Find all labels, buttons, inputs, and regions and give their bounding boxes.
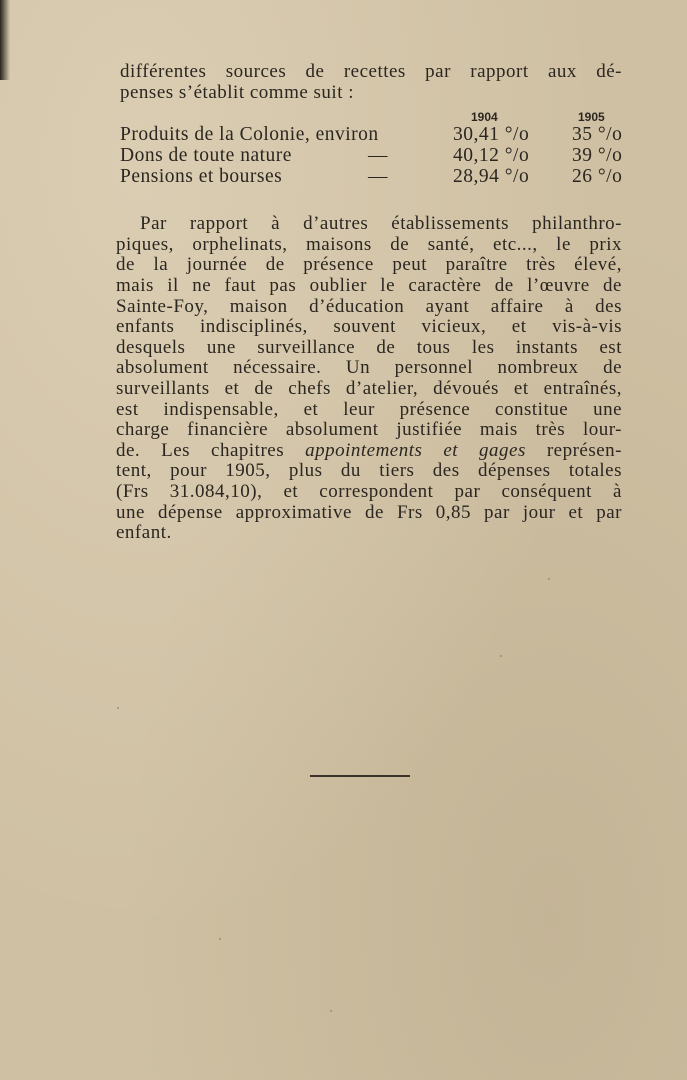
paragraph-line: est indispensable, et leur présence constitue une <box>116 398 622 420</box>
paper-speck <box>330 1010 332 1012</box>
body-paragraph <box>116 214 622 544</box>
line-text: représen- <box>525 439 622 461</box>
paper-speck <box>219 938 221 940</box>
paragraph-line <box>116 441 622 462</box>
year-header-1905: 1905 <box>578 110 605 125</box>
page-text <box>116 62 622 544</box>
paper-speck <box>548 578 550 580</box>
paragraph-line: absolument nécessaire. Un personnel nombreux de <box>116 357 622 379</box>
row-label: Pensions et bourses <box>120 166 283 188</box>
paper-speck <box>117 707 119 709</box>
paragraph-line: (Frs 31.084,10), et correspondent par conséquent à <box>116 480 622 502</box>
intro-line: penses s’établit comme suit : <box>120 81 355 103</box>
section-divider <box>310 775 410 777</box>
paragraph-line: mais il ne faut pas oublier le caractère de l’œuvre de <box>116 274 622 296</box>
paragraph-line: Sainte-Foy, maison d’éducation ayant affaire à des <box>116 295 622 317</box>
table-row <box>120 124 623 146</box>
paper-speck <box>500 655 502 657</box>
paragraph-line: de la journée de présence peut paraître très élevé, <box>116 254 622 276</box>
row-label: Produits de la Colonie, environ <box>120 124 379 146</box>
value-1904: 40,12 °/o <box>453 145 530 167</box>
table-row <box>120 166 623 188</box>
value-1905: 35 °/o <box>572 124 623 146</box>
paragraph-line: tent, pour 1905, plus du tiers des dépenses totales <box>116 460 622 482</box>
intro-line: différentes sources de recettes par rapport aux dé- <box>120 61 622 82</box>
intro-text <box>120 62 622 103</box>
paragraph-line: surveillants et de chefs d’atelier, dévoués et entraînés, <box>116 377 622 399</box>
value-1904: 28,94 °/o <box>453 166 530 188</box>
emphasis-text: appointements et gages <box>305 439 526 461</box>
paragraph-line: une dépense approximative de Frs 0,85 par jour et par <box>116 501 622 523</box>
paragraph-line: charge financière absolument justifiée mais très lour- <box>116 419 622 441</box>
row-dash: — <box>368 145 388 167</box>
revenue-table <box>116 107 622 195</box>
table-row <box>120 145 623 167</box>
paragraph-line: enfant. <box>116 522 172 544</box>
row-label: Dons de toute nature <box>120 145 292 167</box>
paragraph-line: desquels une surveillance de tous les instants est <box>116 336 622 358</box>
line-text: de. Les chapitres <box>116 439 306 461</box>
paragraph-line: enfants indisciplinés, souvent vicieux, et vis-à-vis <box>116 316 622 338</box>
value-1905: 39 °/o <box>572 145 623 167</box>
year-header-1904: 1904 <box>471 110 498 125</box>
value-1904: 30,41 °/o <box>453 124 530 146</box>
page-edge-shadow <box>0 0 10 80</box>
value-1905: 26 °/o <box>572 166 623 188</box>
paragraph-line: piques, orphelinats, maisons de santé, etc..., le prix <box>116 233 622 255</box>
paragraph-line: Par rapport à d’autres établissements philanthro- <box>140 213 622 235</box>
row-dash: — <box>368 166 388 188</box>
